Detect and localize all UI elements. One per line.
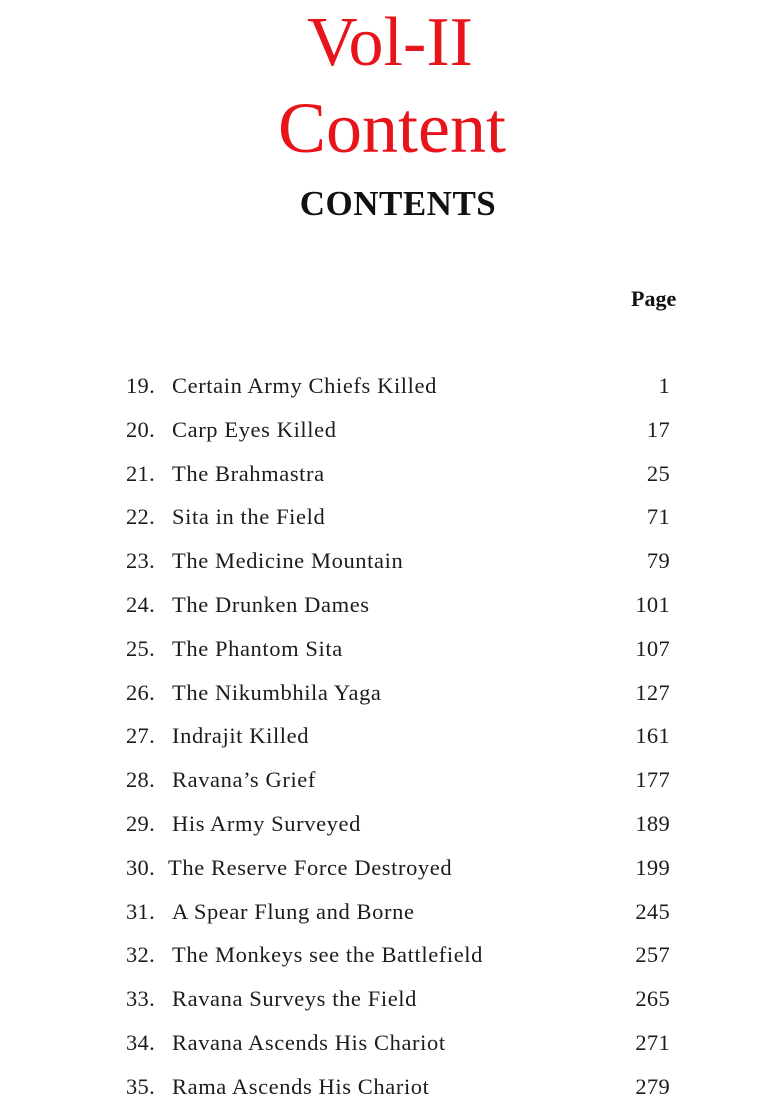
toc-entry-page: 271 (635, 1029, 670, 1055)
toc-entry-page: 177 (635, 767, 670, 793)
toc-entry-number: 23. (126, 548, 156, 574)
toc-entry-number: 30. (126, 854, 156, 880)
toc-entry-title: A Spear Flung and Borne (172, 898, 415, 924)
toc-entry-page: 107 (635, 635, 670, 661)
toc-entry-number: 31. (126, 898, 156, 924)
toc-entry-page: 245 (635, 898, 670, 924)
toc-entry-page: 265 (635, 986, 670, 1012)
toc-entry-number: 29. (126, 810, 156, 836)
toc-entry-title: Indrajit Killed (172, 723, 310, 749)
toc-entry-page: 25 (646, 460, 670, 486)
toc-entry-title: Sita in the Field (172, 504, 326, 530)
toc-entry-number: 26. (126, 679, 156, 705)
toc-entry-page: 17 (646, 416, 670, 442)
toc-entry (0, 457, 780, 501)
toc-entry (0, 413, 780, 457)
toc-entry-page: 257 (635, 942, 670, 968)
toc-entry (0, 500, 780, 544)
toc-entry (0, 851, 780, 895)
toc-entry-number: 35. (126, 1073, 156, 1099)
toc-entry-page: 1 (658, 373, 670, 398)
toc-entry-page: 161 (635, 723, 670, 749)
toc-entry-number: 25. (126, 635, 156, 661)
contents-heading: CONTENTS (299, 184, 497, 223)
toc-entry-number: 22. (126, 504, 156, 530)
toc-entry (0, 1070, 780, 1114)
toc-entry (0, 982, 780, 1026)
toc-entry-number: 19. (126, 373, 156, 398)
toc-entry-page: 101 (635, 591, 670, 617)
toc-entry (0, 763, 780, 807)
toc-entry-title: The Drunken Dames (172, 591, 370, 617)
toc-entry-page: 279 (635, 1073, 670, 1099)
toc-entry (0, 632, 780, 676)
toc-entry-title: The Medicine Mountain (172, 548, 404, 574)
toc-entry (0, 588, 780, 632)
toc-entry (0, 807, 780, 851)
toc-entry-page: 71 (646, 504, 670, 530)
toc-entry-title: Ravana’s Grief (172, 767, 316, 793)
toc-entry-title: The Phantom Sita (172, 635, 343, 661)
toc-entry-number: 24. (126, 591, 156, 617)
toc-entry-number: 32. (126, 942, 156, 968)
toc-entry-number: 21. (126, 460, 156, 486)
toc-entry (0, 938, 780, 982)
toc-entry (0, 1026, 780, 1070)
toc-entry (0, 544, 780, 588)
toc-entry-number: 33. (126, 986, 156, 1012)
toc-entry-page: 127 (635, 679, 670, 705)
toc-entry-title: Ravana Ascends His Chariot (172, 1029, 446, 1055)
toc-entry-title: The Monkeys see the Battlefield (172, 942, 484, 968)
content-title: Content (278, 88, 506, 168)
toc-entry (0, 676, 780, 720)
toc-entry-page: 199 (635, 854, 670, 880)
toc-entry-title: The Nikumbhila Yaga (172, 679, 382, 705)
toc-entry (0, 895, 780, 939)
toc-entry-title: The Brahmastra (172, 460, 325, 486)
toc-entry-title: Ravana Surveys the Field (172, 986, 417, 1012)
toc-entry-title: Rama Ascends His Chariot (172, 1073, 430, 1099)
toc-entry (0, 719, 780, 763)
toc-entry-number: 20. (126, 416, 156, 442)
toc-entry-number: 28. (126, 767, 156, 793)
toc-entry-title: His Army Surveyed (172, 810, 361, 836)
toc-entry-number: 34. (126, 1029, 156, 1055)
toc-entry-title: The Reserve Force Destroyed (168, 854, 453, 880)
table-of-contents (0, 369, 780, 1114)
toc-entry-page: 189 (635, 810, 670, 836)
page-column-label: Page (631, 286, 677, 311)
toc-entry-page: 79 (646, 548, 670, 574)
toc-entry-title: Certain Army Chiefs Killed (172, 373, 437, 398)
toc-entry-title: Carp Eyes Killed (172, 416, 337, 442)
volume-title: Vol-II (307, 4, 473, 81)
toc-entry-number: 27. (126, 723, 156, 749)
toc-entry (0, 369, 780, 413)
